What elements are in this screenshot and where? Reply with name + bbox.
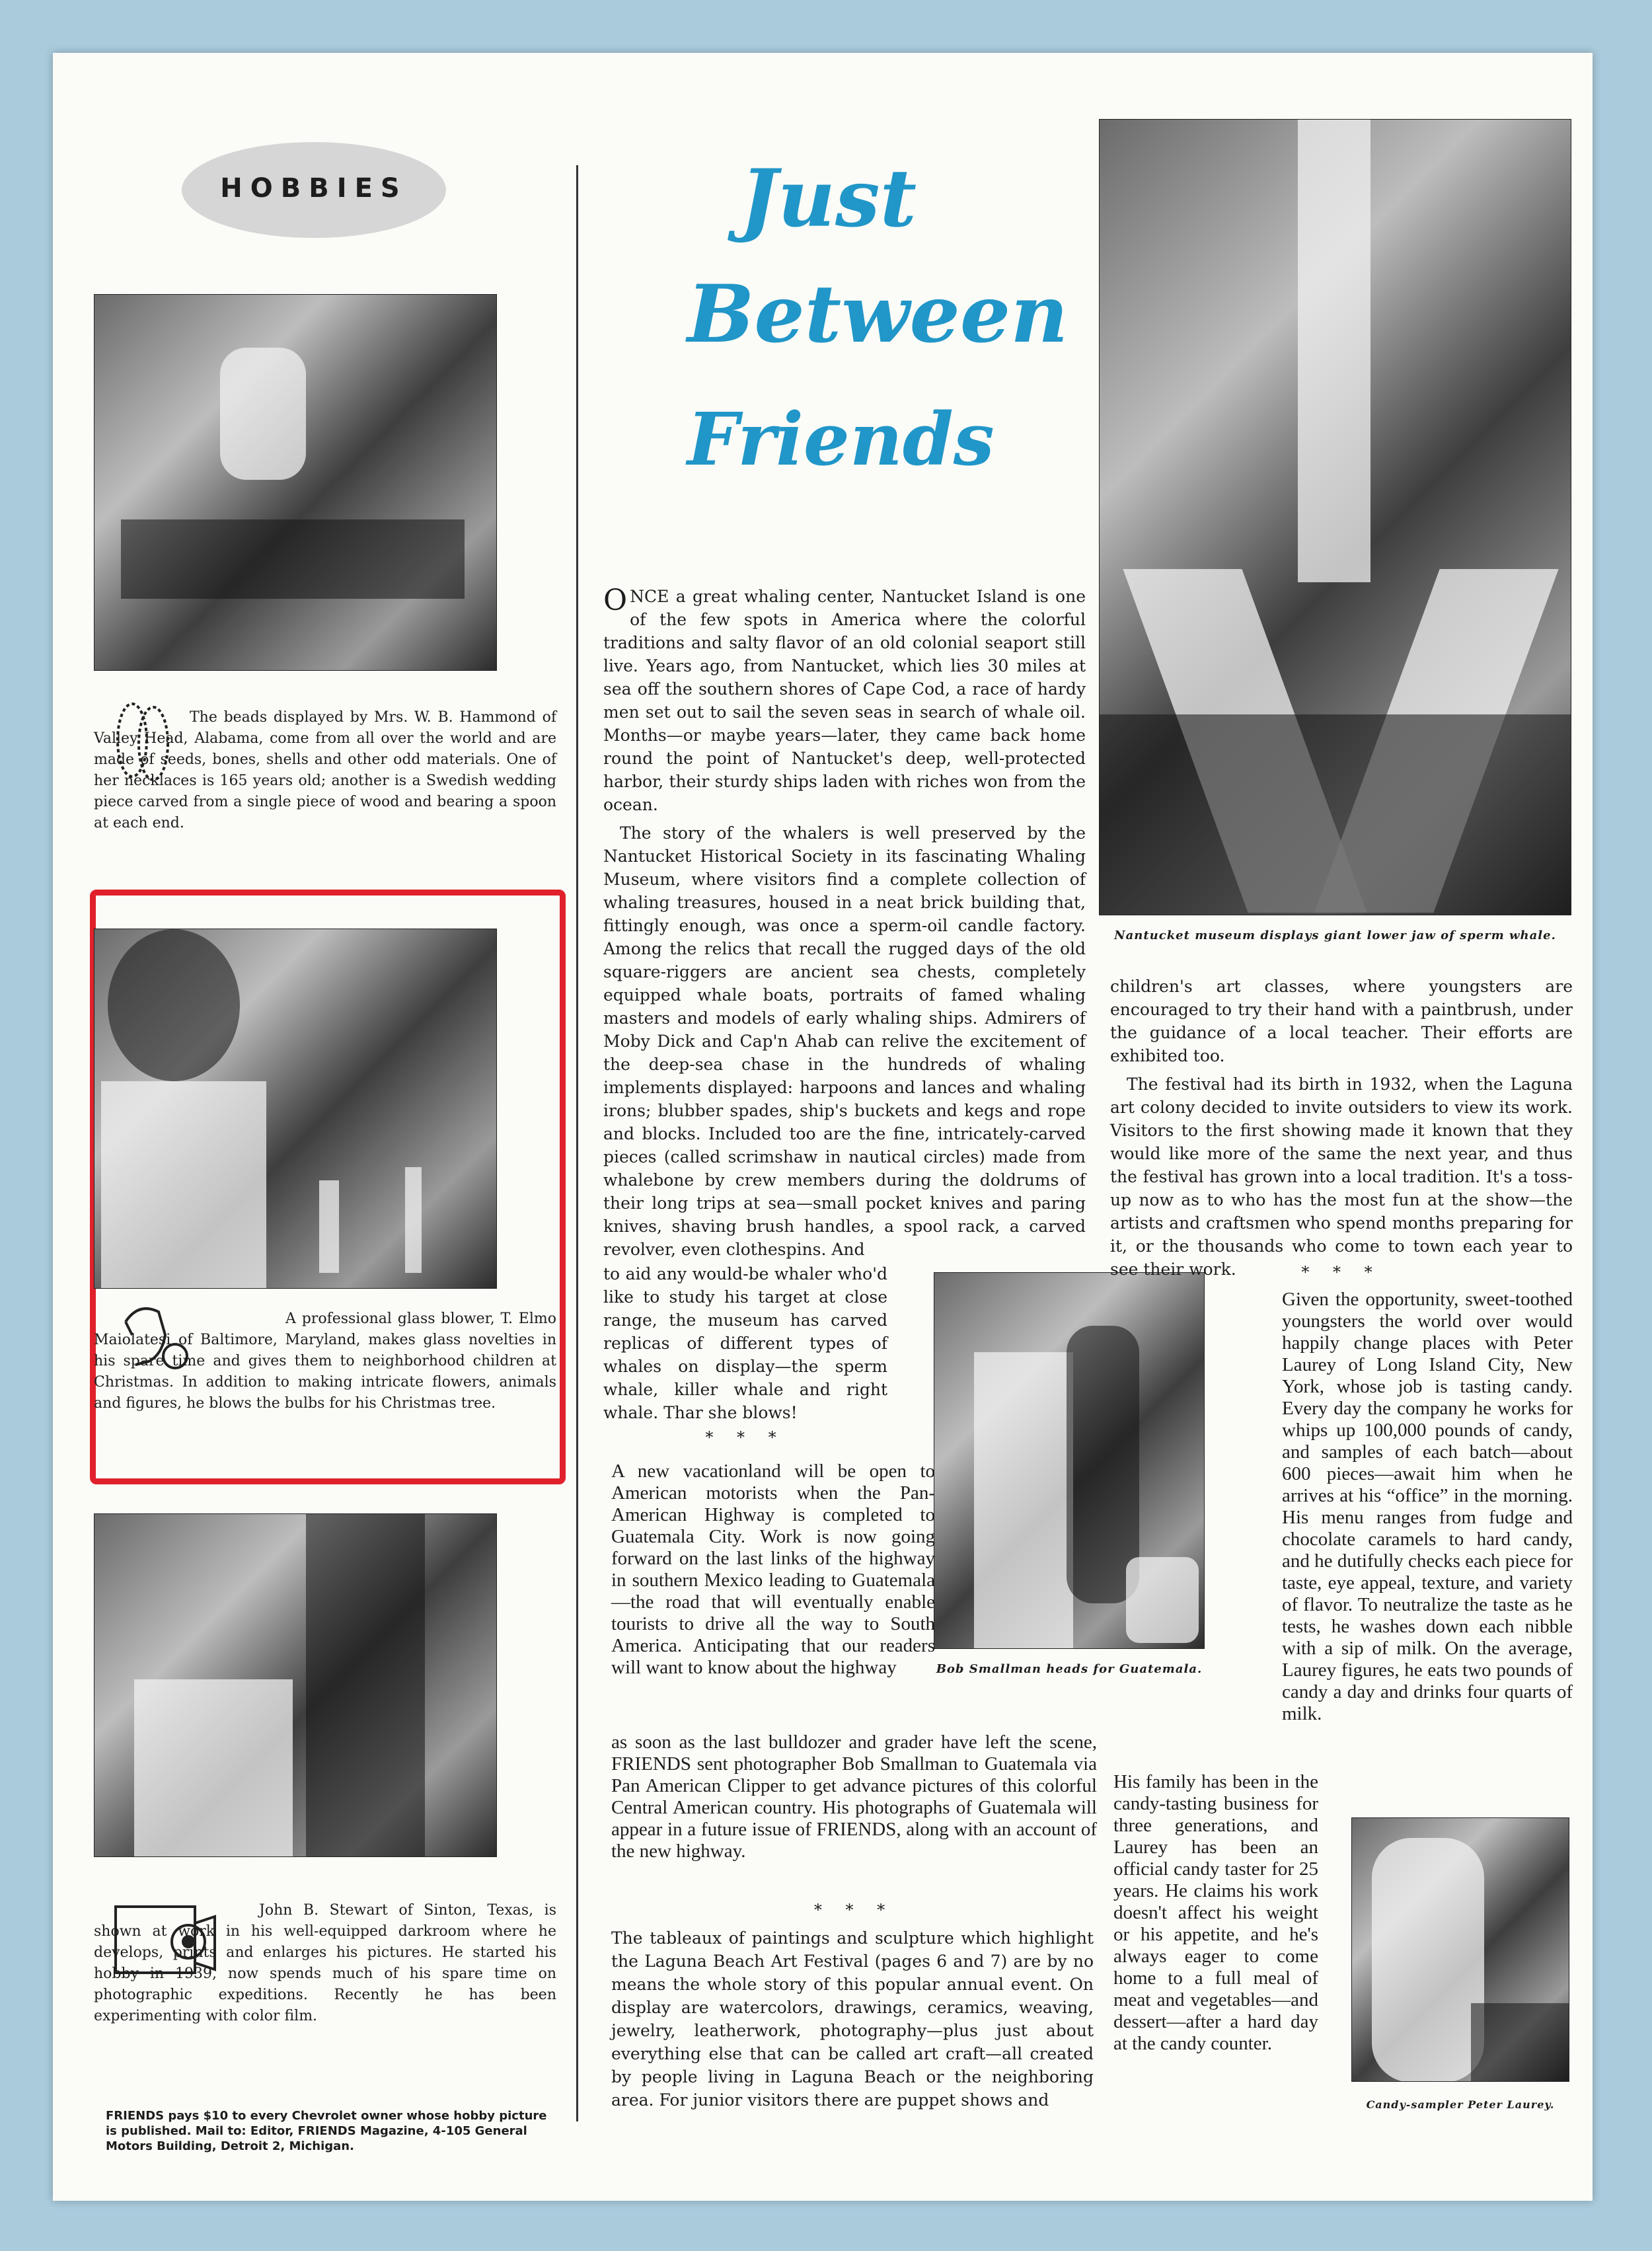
glass-blower-caption: A professional glass blower, T. Elmo Maiolatesi of Baltimore, Maryland, makes glass novelties in his spare time and gives them to neighborhood children at Christmas. In addition to making intricate flowers, animals and figures, he blows the bulbs for his Christmas tree. <box>94 1311 556 1412</box>
candy-paragraph: Given the opportunity, sweet-toothed youngsters the world over would happily change places with Peter Laurey of Long Island City, New York, whose job is tasting candy. Every day the company he works for whips up 100,000 pounds of candy, and samples of each batch—about 600 pieces—await him when he arrives at his “office” in the morning. His menu ranges from fudge and chocolate caramels to hard candy, and he dutifully checks each piece for taste, eye appeal, texture, and variety of flavor. To neutralize the taste as he tests, he washes down each nibble with a sip of milk. On the average, Laurey figures, he eats two pounds of candy a day and drinks four quarts of milk. <box>1282 1289 1573 1724</box>
candy-caption: Candy-sampler Peter Laurey. <box>1366 2098 1555 2111</box>
darkroom-caption: John B. Stewart of Sinton, Texas, is shown at work in his well-equipped darkroom where he develops, prints and enlarges his pictures. He started his hobby in 1939, now spends much of his spare time on photographic expeditions. Recently he has been experimenting with color film. <box>94 1902 556 2024</box>
smallman-photo <box>934 1272 1205 1649</box>
hobbies-label: HOBBIES <box>220 173 408 204</box>
laguna-paragraph: The tableaux of paintings and sculpture which highlight the Laguna Beach Art Festival (pages 6 and 7) are by no means the whole story of this popular annual event. On display are watercolors, drawings, ceramics, weaving, jewelry, leatherwork, photography—plus just about everything else that can be called art craft—all created by people living in Laguna Beach or the neighboring area. For junior visitors there are puppet shows and <box>611 1928 1094 2110</box>
beads-caption: The beads displayed by Mrs. W. B. Hammond of Valley Head, Alabama, come from all over the world and are made of seeds, bones, shells and other odd materials. One of her necklaces is 165 years old; another is a Swedish wedding piece carved from a single piece of wood and bearing a spoon at each end. <box>94 709 556 831</box>
article-paragraph-2: The story of the whalers is well preserved by the Nantucket Historical Society in its fascinating Whaling Museum, where visitors find a complete collection of whaling treasures, housed in a neat brick building that, fittingly enough, was once a sperm-oil candle factory. Among the relics that recall the rugged days of the old square-riggers are ancient sea chests, completely equipped whale boats, portraits of famed whaling masters and models of early whaling ships. Admirers of Moby Dick and Cap'n Ahab can relive the excitement of the deep-sea chase in the hundreds of whaling implements displayed: harpoons and lances and whaling irons; blubber spades, ship's buckets and kegs and rope and blocks. Included too are the fine, intricately-carved pieces (called scrimshaw in nautical circles) made from whalebone by crew members during the doldrums of their long trips at sea—small pocket knives and paring knives, shaving brush handles, a spool rack, a carved revolver, even clothespins. And <box>603 823 1086 1259</box>
candy-taster-photo <box>1351 1817 1569 2082</box>
drop-cap: O <box>603 584 628 617</box>
smallman-caption: Bob Smallman heads for Guatemala. <box>936 1662 1203 1676</box>
article-column-main <box>603 585 1086 1266</box>
title-between: Between <box>687 268 1069 361</box>
separator-stars-1: * * * <box>705 1428 786 1447</box>
column-divider <box>576 165 578 2121</box>
candy-family-paragraph: His family has been in the candy-tasting business for three generations, and Laurey has been an official candy taster for 25 years. He claims his work doesn't affect his weight or his appetite, and he's always eager to come home to a full meal of meat and vegetables—and dessert—after a hard day at the candy counter. <box>1113 1771 1318 2054</box>
magazine-page <box>53 53 1593 2201</box>
right-paragraph-2: The festival had its birth in 1932, when the Laguna art colony decided to invite outsiders to view its work. Visitors to the first showing made it known that they would like more of the same the next year, and thus the festival has grown into a local tradition. It's a toss-up now as to who has the most fun at the show—the artists and craftsmen who spend months preparing for it, or the thousands who come to town each year to see their work. <box>1110 1075 1573 1279</box>
title-friends: Friends <box>687 397 995 482</box>
darkroom-photo <box>94 1513 497 1857</box>
museum-photo <box>1099 119 1571 915</box>
article-p1-text: a great whaling center, Nantucket Island is one of the few spots in America where the colorful traditions and salty flavor of an old colonial seaport still live. Years ago, from Nantucket, which lies 30 miles at sea off the southern shores of Cape Cod, a race of hardy men set out to sail the seven seas in search of whale oil. Months—or maybe years—later, they came back home round the point of Nantucket's deep, well-protected harbor, their sturdy ships laden with riches won from the ocean. <box>603 587 1086 814</box>
museum-caption: Nantucket museum displays giant lower jaw of sperm whale. <box>1114 929 1556 942</box>
title-just: Just <box>740 152 917 245</box>
hobby-footer-note: FRIENDS pays $10 to every Chevrolet owner whose hobby picture is published. Mail to: Editor, FRIENDS Magazine, 4-105 General Motors Building, Detroit 2, Michigan. <box>106 2109 547 2153</box>
article-paragraph-1 <box>603 585 1086 816</box>
pan-american-text-wide: as soon as the last bulldozer and grader have left the scene, FRIENDS sent photographer Bob Smallman to Guatemala via Pan American Clipper to get advance pictures of this colorful Central American country. His photographs of Guatemala will appear in a future issue of FRIENDS, along with an account of the new highway. <box>611 1732 1097 1862</box>
separator-stars-2: * * * <box>813 1901 895 1919</box>
glass-blower-photo <box>94 929 497 1289</box>
beads-photo <box>94 294 497 671</box>
article-continued: to aid any would-be whaler who'd like to study his target at close range, the museum has carved replicas of different types of whales on display—the sperm whale, killer whale and right whale. Thar she blows! <box>603 1264 887 1422</box>
separator-stars-3: * * * <box>1301 1263 1382 1281</box>
right-paragraph-1: children's art classes, where youngsters are encouraged to try their hand with a paintbrush, under the guidance of a local teacher. Their efforts are exhibited too. <box>1110 977 1573 1065</box>
pan-american-text-narrow: A new vacationland will be open to American motorists when the Pan-American Highway is completed to Guatemala City. Work is now going forward on the last links of the highway in southern Mexico leading to Guatemala—the road that will eventually enable tourists to drive all the way to South America. Anticipating that our readers will want to know about the highway <box>611 1461 935 1678</box>
right-column-text <box>1110 975 1573 1286</box>
lead-word: NCE <box>630 587 669 606</box>
